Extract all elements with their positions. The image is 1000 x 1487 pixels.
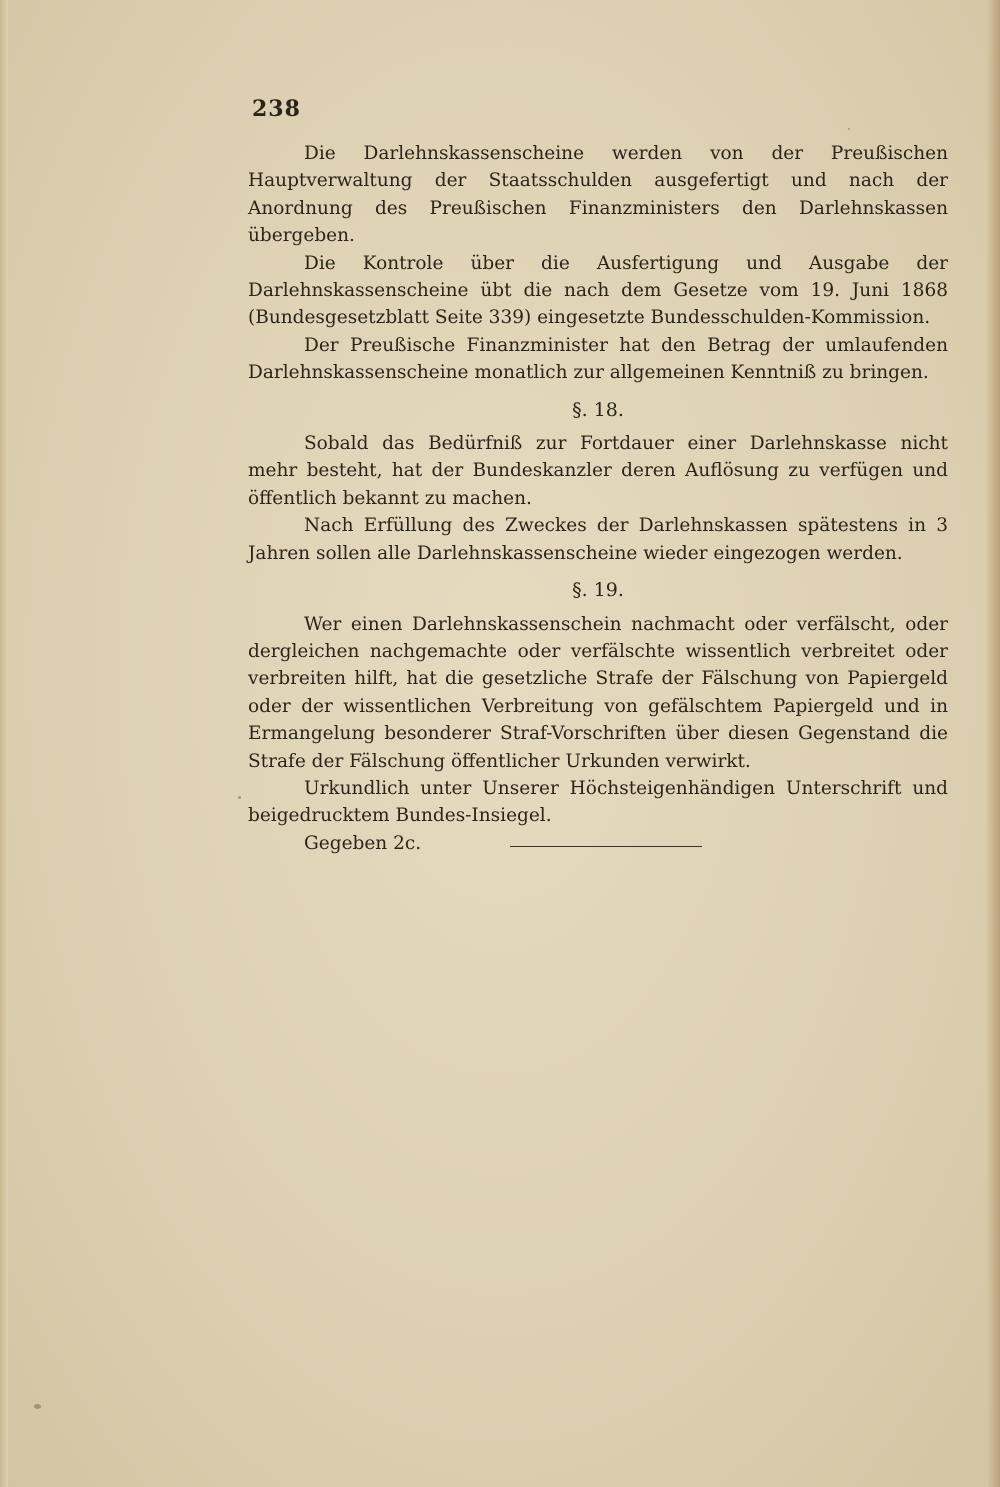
paragraph-counterfeiting: Wer einen Darlehnskassenschein nachmacht oder verfälscht, oder dergleichen nachgemachte oder verfälschte wissentlich verbreitet oder verbreiten hilft, hat die gesetzliche Strafe der Fälschung von Papiergeld oder der wissentlichen Verbreitung von gefälschtem Papiergeld und in Ermangelung besonderer Straf-Vorschriften über diesen Gegenstand die Strafe der Fälschung öffentlicher Urkunden verwirkt. — [248, 613, 948, 772]
paragraph-publication: Der Preußische Finanzminister hat den Betrag der umlaufenden Darlehnskassenscheine monatlich zur allgemeinen Kenntniß zu bringen. — [248, 334, 948, 384]
paper-speck — [238, 796, 241, 799]
paragraph-dissolution: Sobald das Bedürfniß zur Fortdauer einer Darlehnskasse nicht mehr besteht, hat der Bundeskanzler deren Auflösung zu verfügen und öffentlich bekannt zu machen. — [248, 433, 948, 509]
page-edge-left — [0, 0, 8, 1487]
paragraph-control: Die Kontrole über die Ausfertigung und Ausgabe der Darlehnskassenscheine übt die nach dem Gesetze vom 19. Juni 1868 (Bundesgesetzblatt Seite 339) eingesetzte Bundesschulden-Kommission. — [248, 252, 948, 329]
paper-speck — [848, 128, 850, 130]
paragraph-given: Gegeben 2c. — [304, 832, 422, 854]
paragraph-issuance: Die Darlehnskassenscheine werden von der Preußischen Hauptverwaltung der Staatsschulden ausgefertigt und nach der Anordnung des Preußischen Finanzministers den Darlehnskassen übergeben. — [248, 143, 948, 247]
section-heading-19: §. 19. — [572, 579, 624, 602]
paragraph-withdrawal: Nach Erfüllung des Zweckes der Darlehnskassen spätestens in 3 Jahren sollen alle Darlehnskassenscheine wieder eingezogen werden. — [248, 515, 948, 564]
page-number: 238 — [252, 96, 301, 122]
section-heading-18: §. 18. — [572, 398, 624, 421]
closing-rule — [510, 846, 702, 847]
page-edge-right — [986, 0, 1000, 1487]
paragraph-attestation: Urkundlich unter Unserer Höchsteigenhändigen Unterschrift und beigedrucktem Bundes-Insiegel. — [248, 777, 948, 827]
paper-speck — [34, 1404, 41, 1409]
body-text — [248, 140, 948, 857]
